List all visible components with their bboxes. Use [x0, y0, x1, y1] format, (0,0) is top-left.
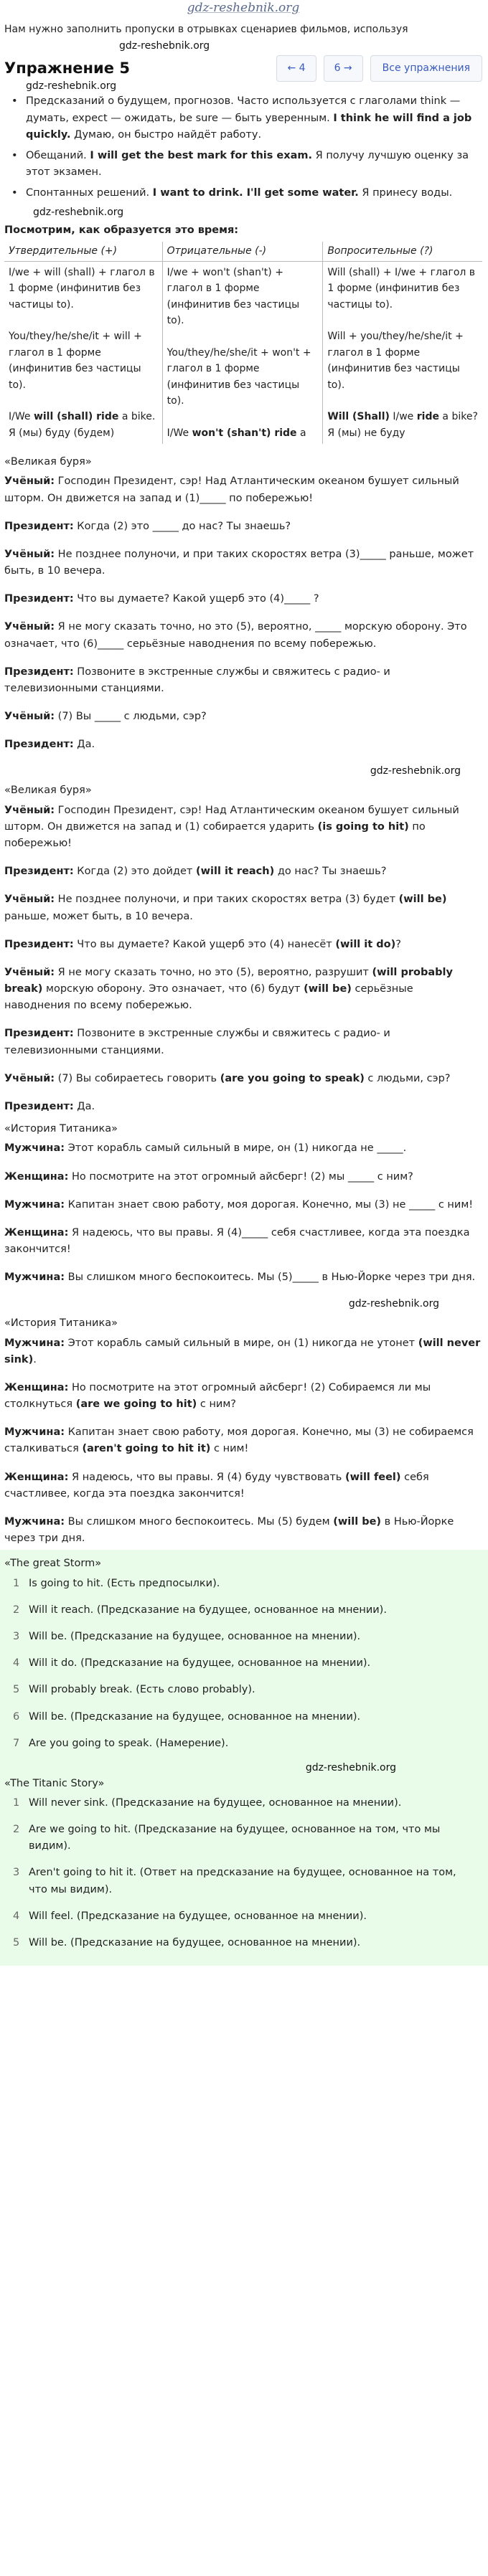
dialogue-line [4, 937, 482, 953]
text-segment: (7) Вы _____ с людьми, сэр? [55, 711, 207, 723]
bold-text: Президент: [4, 739, 74, 751]
text-segment: до нас? Ты знаешь? [274, 866, 387, 878]
answer-item: 3 Aren't going to hit it. (Ответ на предсказание на будущее, основанное на том, что мы видим). [4, 1865, 475, 1898]
text-segment: морскую оборону. Это означает, что (6) будут [42, 983, 304, 995]
watermark: gdz-reshebnik.org [26, 80, 117, 92]
bold-text: Учёный: [4, 475, 55, 488]
dialogue-line [4, 591, 482, 607]
dialogue-line [4, 965, 482, 1015]
text-segment: Я надеюсь, что вы правы. Я (4) буду чувствовать [68, 1471, 345, 1483]
table-lead: Посмотрим, как образуется это время: [4, 224, 239, 237]
answer-number: 3 [13, 1630, 20, 1642]
answer-number: 1 [13, 1796, 20, 1809]
bold-text: Президент: [4, 938, 74, 950]
text-segment: . [33, 1353, 37, 1365]
bold-text: ride [416, 411, 439, 423]
bold-text: I will get the best mark for this exam. [90, 149, 313, 161]
dialogue-line [4, 473, 482, 506]
story-title [4, 782, 482, 799]
text-segment: с ним! [210, 1443, 249, 1455]
rule-item [4, 148, 482, 181]
storm-task [4, 454, 482, 753]
answers-block [0, 1550, 488, 1966]
titanic-answers-list [4, 1795, 475, 1951]
bold-text: Учёный: [4, 966, 55, 978]
bold-text: Женщина: [4, 1381, 69, 1393]
dialogue-line [4, 1469, 482, 1502]
dialogue-line [4, 1197, 482, 1213]
bold-text: will (shall) ride [33, 411, 119, 423]
bold-text: Женщина: [4, 1226, 69, 1239]
watermark: gdz-reshebnik.org [370, 764, 461, 777]
text-segment: Господин Президент, сэр! Над Атлантическим океаном бушует сильный шторм. Он движется на запад и (1) собирается ударить [4, 804, 459, 833]
answer-item: 5 Will be. (Предсказание на будущее, основанное на мнении). [4, 1935, 475, 1951]
dialogue-line [4, 891, 482, 924]
bold-text: Президент: [4, 666, 74, 678]
exercise-title: Упражнение 5 [4, 59, 130, 77]
dialogue-line [4, 1424, 482, 1457]
text-segment: Я не могу сказать точно, но это (5), вероятно, _____ морскую оборону. Это означает, что (6)_____ серьёзные наводнения по всему побережью. [4, 621, 467, 650]
dialogue-line [4, 1071, 482, 1087]
bold-text: Мужчина: [4, 1337, 65, 1349]
dialogue-line [4, 1380, 482, 1413]
text-segment: a [296, 427, 306, 439]
bold-text: Президент: [4, 1028, 74, 1040]
text-segment: I/we [389, 411, 417, 423]
dialogue-line [4, 1225, 482, 1258]
text-segment: с ним? [197, 1398, 236, 1411]
bold-text: Президент: [4, 520, 74, 532]
bold-text: Учёный: [4, 548, 55, 560]
dialogue-line [4, 664, 482, 697]
answer-number: 2 [13, 1824, 20, 1836]
bold-text: (will be) [304, 983, 352, 995]
text-segment: Да. [73, 739, 95, 751]
bold-text: won't (shan't) ride [192, 427, 297, 439]
answers-title: «The Titanic Story» [4, 1777, 105, 1789]
bold-text: Will (Shall) [327, 411, 390, 423]
bold-text: (will never sink) [4, 1337, 481, 1365]
text-segment: в Нью-Йорке через три дня. [4, 1516, 454, 1545]
storm-answer [4, 782, 482, 1115]
text-segment: Вы слишком много беспокоитесь. Мы (5)_____ в Нью-Йорке через три дня. [65, 1272, 476, 1284]
bold-text: Учёный: [4, 711, 55, 723]
answer-number: 6 [13, 1710, 20, 1723]
dialogue-line [4, 1140, 482, 1157]
dialogue-line [4, 1026, 482, 1059]
text-segment: себя счастливее, когда эта поездка закончится! [4, 1471, 429, 1500]
all-exercises-button[interactable]: Все упражнения [370, 55, 482, 81]
table-header: Вопросительные (?) [323, 242, 482, 261]
dialogue-line [4, 863, 482, 880]
text-segment: Капитан знает свою работу, моя дорогая. Конечно, мы (3) не собираемся сталкиваться [4, 1426, 474, 1455]
site-logo[interactable]: gdz-reshebnik.org [187, 1, 300, 15]
table-cell [4, 261, 162, 444]
bold-text: Президент: [4, 593, 74, 605]
text-segment: Вы слишком много беспокоитесь. Мы (5) будем [65, 1516, 334, 1528]
dialogue-line [4, 1269, 482, 1286]
text-segment: ? [395, 938, 401, 950]
answer-item: 7 Are you going to speak. (Намерение). [4, 1736, 475, 1752]
dialogue-line [4, 619, 482, 652]
text-segment: Не позднее полуночи, и при таких скоростях ветра (3) будет [55, 894, 399, 906]
bold-text: Женщина: [4, 1471, 69, 1483]
exercise-navigation [4, 55, 482, 81]
storm-answers-list [4, 1576, 475, 1752]
text-segment: по побережью! [4, 820, 426, 849]
text-segment: Господин Президент, сэр! Над Атлантическим океаном бушует сильный шторм. Он движется на запад и (1)_____ по побережью! [4, 475, 459, 504]
answer-item: 1 Will never sink. (Предсказание на будущее, основанное на мнении). [4, 1795, 475, 1812]
rule-item [4, 185, 482, 202]
bold-text: Мужчина: [4, 1516, 65, 1528]
text-segment: «Великая буря» [4, 785, 92, 797]
story-title [4, 1315, 482, 1332]
bold-text: I want to drink. I'll get some water. [152, 187, 359, 199]
bold-text: Мужчина: [4, 1198, 65, 1211]
watermark: gdz-reshebnik.org [305, 1761, 396, 1774]
dialogue-line [4, 737, 482, 753]
bold-text: Учёный: [4, 621, 55, 633]
bold-text: Учёный: [4, 1072, 55, 1084]
bold-text: (will probably break) [4, 966, 453, 995]
watermark: gdz-reshebnik.org [348, 1297, 439, 1310]
text-segment: Я принесу воды. [358, 187, 453, 199]
text-segment: Позвоните в экстренные службы и свяжитесь с радио- и телевизионными станциями. [4, 666, 390, 695]
dialogue-line [4, 1099, 482, 1115]
bold-text: (is going to hit) [317, 820, 409, 833]
text-segment: Я получу лучшую оценку за этот экзамен. [26, 149, 469, 179]
text-segment: Спонтанных решений. [26, 187, 153, 199]
watermark: gdz-reshebnik.org [33, 206, 124, 218]
text-segment: a bike? Я (мы) не буду [327, 411, 478, 439]
bold-text: (will it reach) [195, 866, 275, 878]
text-segment: Но посмотрите на этот огромный айсберг! (2) Собираемся ли мы столкнуться [4, 1381, 431, 1411]
dialogue-line [4, 1514, 482, 1547]
bold-text: (will it do) [335, 938, 396, 950]
text-segment: серьёзные наводнения по всему побережью. [4, 983, 413, 1012]
bold-text: (are you going to speak) [220, 1072, 365, 1084]
table-header: Отрицательные (-) [162, 242, 323, 261]
text-segment: раньше, может быть, в 10 вечера. [4, 910, 193, 922]
text-segment: Не позднее полуночи, и при таких скоростях ветра (3)_____ раньше, может быть, в 10 вечера. [4, 548, 474, 577]
dialogue-line [4, 1335, 482, 1368]
text-segment: Я надеюсь, что вы правы. Я (4)_____ себя счастливее, когда эта поездка закончится! [4, 1226, 470, 1256]
bold-text: Учёный: [4, 804, 55, 816]
answer-number: 2 [13, 1604, 20, 1616]
story-title [4, 1121, 482, 1137]
bold-text: I think he will find a job quickly. [26, 112, 472, 141]
bold-text: Женщина: [4, 1170, 69, 1183]
text-segment: Когда (2) это дойдет [73, 866, 196, 878]
rule-item [4, 93, 482, 143]
text-segment: «История Титаника» [4, 1123, 118, 1135]
table-cell [323, 261, 482, 444]
text-segment: «История Титаника» [4, 1317, 118, 1330]
text-segment: I/we + will (shall) + глагол в 1 форме (инфинитив без частицы to). You/they/he/she/it + will + глагол в 1 форме (инфинитив без частицы to). I/We [9, 266, 155, 423]
bold-text: Мужчина: [4, 1142, 65, 1155]
bold-text: (will be) [398, 894, 447, 906]
answer-number: 3 [13, 1867, 20, 1879]
text-segment: Предсказаний о будущем, прогнозов. Часто используется с глаголами think — думать, expect — ожидать, be sure — быть уверенным. [26, 95, 461, 124]
text-segment: Но посмотрите на этот огромный айсберг! (2) мы _____ с ним? [68, 1170, 413, 1183]
bold-text: Мужчина: [4, 1426, 65, 1439]
answer-item: 1 Is going to hit. (Есть предпосылки). [4, 1576, 475, 1592]
answer-item: 6 Will be. (Предсказание на будущее, основанное на мнении). [4, 1709, 475, 1725]
usage-rules-list [4, 93, 482, 202]
bold-text: (will feel) [344, 1471, 401, 1483]
answer-item: 2 Will it reach. (Предсказание на будущее, основанное на мнении). [4, 1602, 475, 1619]
answer-item: 5 Will probably break. (Есть слово probably). [4, 1682, 475, 1698]
answer-number: 7 [13, 1737, 20, 1749]
answer-item: 2 Are we going to hit. (Предсказание на будущее, основанное на том, что мы видим). [4, 1822, 475, 1855]
bold-text: Президент: [4, 1101, 74, 1113]
prev-exercise-button[interactable]: ← 4 [276, 55, 316, 81]
dialogue-line [4, 709, 482, 725]
table-header: Утвердительные (+) [4, 242, 162, 261]
text-segment: Когда (2) это _____ до нас? Ты знаешь? [73, 520, 291, 532]
titanic-answer [4, 1315, 482, 1547]
text-segment: Да. [73, 1101, 95, 1113]
answer-number: 4 [13, 1657, 20, 1670]
text-segment: Капитан знает свою работу, моя дорогая. Конечно, мы (3) не _____ с ним! [65, 1198, 474, 1211]
answers-title: «The great Storm» [4, 1558, 102, 1570]
answer-number: 5 [13, 1684, 20, 1696]
answer-number: 4 [13, 1910, 20, 1922]
bold-text: Учёный: [4, 894, 55, 906]
bold-text: (will be) [333, 1516, 382, 1528]
text-segment: Позвоните в экстренные службы и свяжитесь с радио- и телевизионными станциями. [4, 1028, 390, 1056]
text-segment: «Великая буря» [4, 456, 92, 468]
answer-item: 4 Will it do. (Предсказание на будущее, основанное на мнении). [4, 1655, 475, 1672]
text-segment: I/we + won't (shan't) + глагол в 1 форме (инфинитив без частицы to). You/they/he/she/it + won't + глагол в 1 форме (инфинитив без частицы to). I/We [166, 266, 311, 439]
answer-number: 5 [13, 1937, 20, 1948]
next-exercise-button[interactable]: 6 → [324, 55, 363, 81]
bold-text: (aren't going to hit it) [82, 1443, 211, 1455]
text-segment: Этот корабль самый сильный в мире, он (1) никогда не утонет [65, 1337, 418, 1349]
grammar-table [4, 242, 482, 444]
dialogue-line [4, 802, 482, 853]
answer-item: 3 Will be. (Предсказание на будущее, основанное на мнении). [4, 1629, 475, 1645]
table-cell [162, 261, 323, 444]
watermark: gdz-reshebnik.org [119, 40, 210, 52]
dialogue-line [4, 518, 482, 535]
text-segment: Что вы думаете? Какой ущерб это (4) нанесёт [73, 938, 336, 950]
answer-number: 1 [13, 1577, 20, 1589]
answer-item: 4 Will feel. (Предсказание на будущее, основанное на мнении). [4, 1908, 475, 1925]
text-segment: Этот корабль самый сильный в мире, он (1) никогда не _____. [65, 1142, 407, 1155]
bold-text: Мужчина: [4, 1272, 65, 1284]
bold-text: (are we going to hit) [75, 1398, 197, 1411]
titanic-task [4, 1121, 482, 1286]
text-segment: Обещаний. [26, 149, 90, 161]
dialogue-line [4, 1169, 482, 1185]
text-segment: Я не могу сказать точно, но это (5), вероятно, разрушит [55, 966, 372, 978]
bold-text: Президент: [4, 866, 74, 878]
text-segment: Думаю, он быстро найдёт работу. [70, 128, 262, 141]
text-segment: a bike. Я (мы) буду (будем) [9, 411, 156, 439]
story-title [4, 454, 482, 470]
text-segment: Что вы думаете? Какой ущерб это (4)_____ ? [73, 593, 319, 605]
text-segment: Will (shall) + I/we + глагол в 1 форме (инфинитив без частицы to). Will + you/they/he/she/it + глагол в 1 форме (инфинитив без частицы to). [327, 266, 476, 391]
intro-text: Нам нужно заполнить пропуски в отрывках сценариев фильмов, используя [4, 24, 408, 35]
dialogue-line [4, 546, 482, 579]
text-segment: (7) Вы собираетесь говорить [55, 1072, 220, 1084]
text-segment: с людьми, сэр? [364, 1072, 451, 1084]
